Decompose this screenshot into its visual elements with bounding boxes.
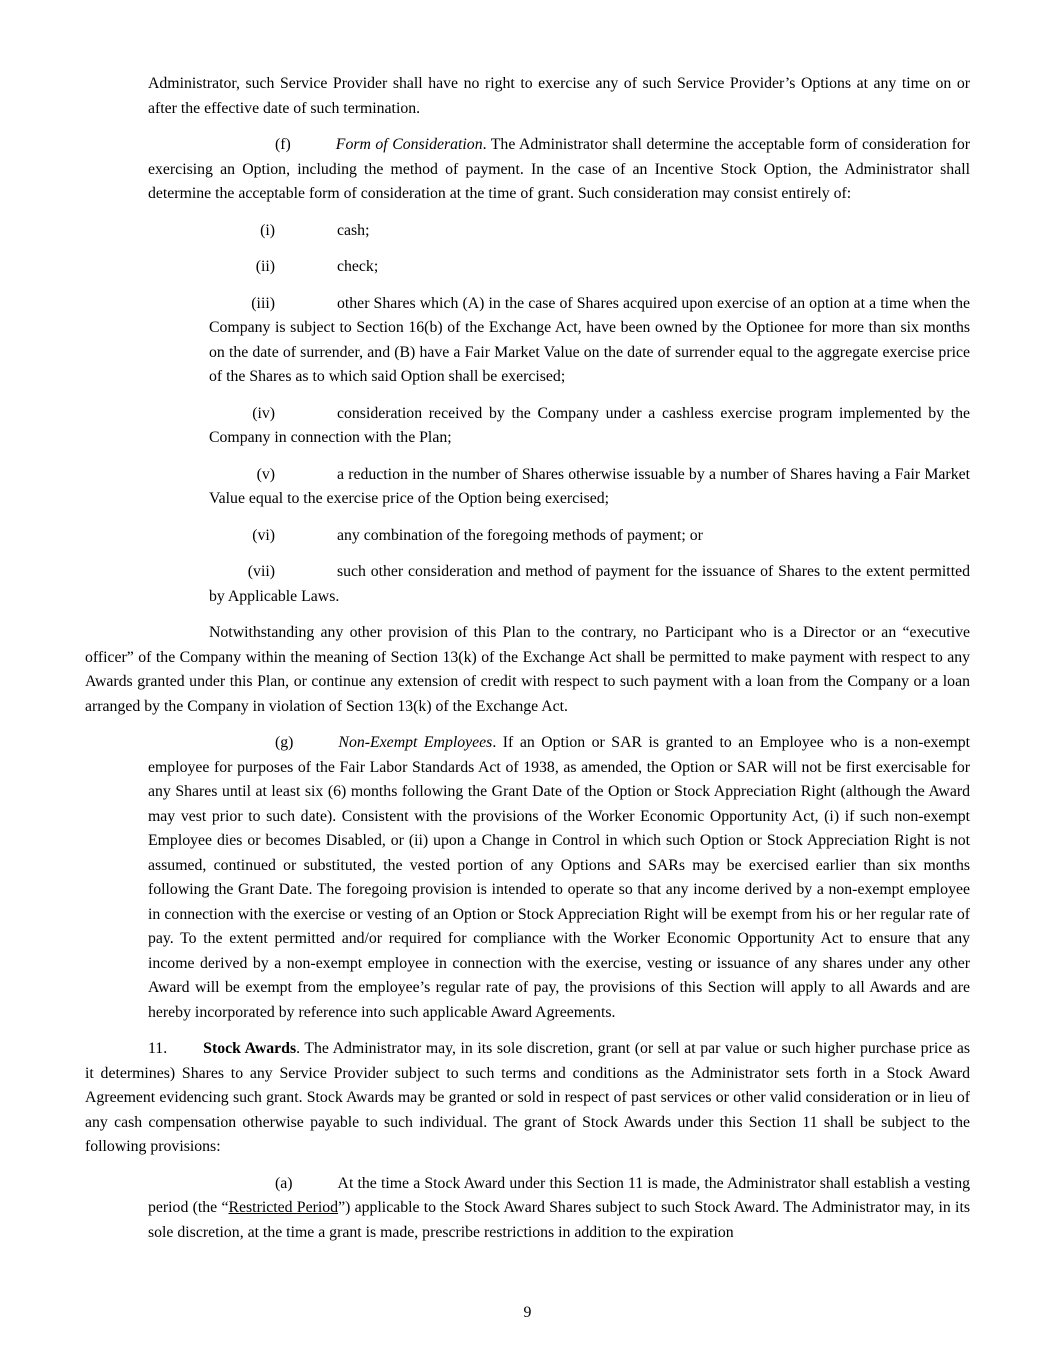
list-item-vii-text: such other consideration and method of payment for the issuance of Shares to the extent permitted by Applicable Laws. [209, 563, 970, 605]
paragraph-11-stock-awards [85, 1037, 970, 1160]
list-item-v-text: a reduction in the number of Shares otherwise issuable by a number of Shares having a Fair Market Value equal to the exercise price of the Option being exercised; [209, 465, 970, 507]
list-item-ii [209, 255, 970, 280]
list-item-v-label: (v) [256, 465, 275, 483]
defined-term-restricted-period: Restricted Period [228, 1199, 339, 1216]
paragraph-a-restricted-period [148, 1172, 970, 1246]
list-item-iii-text: other Shares which (A) in the case of Shares acquired upon exercise of an option at a time when the Company is subject to Section 16(b) of the Exchange Act, have been owned by the Optionee for more than six months on the date of surrender, and (B) have a Fair Market Value on the date of surrender equal to the aggregate exercise price of the Shares as to which said Option shall be exercised; [209, 294, 970, 385]
paragraph-g-non-exempt-employees [148, 731, 970, 1025]
list-item-ii-text: check; [337, 258, 379, 275]
list-item-i-label: (i) [260, 221, 275, 239]
clause-f-body: . The Administrator shall determine the acceptable form of consideration for exercising an Option, including the method of payment. In the case of an Incentive Stock Option, the Administrator shall determine the acceptable form of consideration at the time of grant. Such consideration may consist entirely of: [148, 136, 970, 202]
clause-f-heading: Form of Consideration [335, 136, 483, 153]
section-11-heading: Stock Awards [203, 1040, 297, 1057]
section-11-body: . The Administrator may, in its sole discretion, grant (or sell at par value or such higher purchase price as it determines) Shares to any Service Provider subject to such terms and conditions as the Administrator sets forth in a Stock Award Agreement evidencing such grant. Stock Awards may be granted or sold in respect of past services or other valid consideration or in lieu of any cash compensation otherwise payable to such individual. The grant of Stock Awards under this Section 11 shall be subject to the following provisions: [85, 1040, 970, 1155]
clause-f-label: (f) [275, 136, 291, 153]
clause-g-heading: Non-Exempt Employees [338, 734, 493, 751]
section-11-number: 11. [148, 1040, 168, 1057]
paragraph-f-form-of-consideration [148, 133, 970, 207]
list-item-iii-label: (iii) [251, 294, 275, 312]
list-item-i-text: cash; [337, 221, 370, 239]
list-item-vi-text: any combination of the foregoing methods of payment; or [337, 526, 703, 544]
list-item-vi [209, 524, 970, 549]
paragraph-termination-continuation: Administrator, such Service Provider shall have no right to exercise any of such Service Provider’s Options at any time on or after the effective date of such termination. [148, 75, 970, 117]
list-item-vii-label: (vii) [247, 563, 275, 580]
list-item-iv-text: consideration received by the Company under a cashless exercise program implemented by the Company in connection with the Plan; [209, 404, 970, 446]
paragraph-notwithstanding: Notwithstanding any other provision of this Plan to the contrary, no Participant who is a Director or an “executive officer” of the Company within the meaning of Section 13(k) of the Exchange Act shall be permitted to make payment with respect to any Awards granted under this Plan, or continue any extension of credit with respect to such payment with a loan from the Company or a loan arranged by the Company in violation of Section 13(k) of the Exchange Act. [85, 624, 970, 715]
clause-g-body: . If an Option or SAR is granted to an Employee who is a non-exempt employee for purposes of the Fair Labor Standards Act of 1938, as amended, the Option or SAR will not be first exercisable for any Shares until at least six (6) months following the Grant Date of the Option or Stock Appreciation Right (although the Award may vest prior to such date). Consistent with the provisions of the Worker Economic Opportunity Act, (i) if such non-exempt Employee dies or becomes Disabled, or (ii) upon a Change in Control in which such Option or Stock Appreciation Right is not assumed, continued or substituted, the vested portion of any Options and SARs may be exercised earlier than six months following the Grant Date. The foregoing provision is intended to operate so that any income derived by a non-exempt employee in connection with the exercise or vesting of an Option or Stock Appreciation Right will be exempt from his or her regular rate of pay. To the extent permitted and/or required for compliance with the Worker Economic Opportunity Act to ensure that any income derived by a non-exempt employee in connection with the exercise, vesting or issuance of any shares under any other Award will be exempt from the employee’s regular rate of pay, the provisions of this Section will apply to all Awards and are hereby incorporated by reference into such applicable Award Agreements. [148, 734, 970, 1021]
clause-a-text-after: ”) applicable to the Stock Award Shares subject to such Stock Award. The Administrator may, in its sole discretion, at the time a grant is made, prescribe restrictions in addition to the expiration [148, 1199, 970, 1241]
list-item-v [209, 463, 970, 512]
list-item-iv-label: (iv) [252, 404, 275, 422]
clause-a-text-before: At the time a Stock Award under this Section 11 is made, the Administrator shall establish a vesting period (the “ [148, 1174, 970, 1216]
list-item-iv [209, 402, 970, 451]
list-item-i [209, 219, 970, 244]
list-item-iii [209, 292, 970, 390]
list-item-ii-label: (ii) [255, 258, 275, 275]
clause-a-label: (a) [275, 1174, 293, 1192]
clause-g-label: (g) [275, 734, 294, 751]
list-item-vi-label: (vi) [252, 526, 275, 544]
page-number: 9 [523, 1303, 532, 1321]
list-item-vii [209, 560, 970, 609]
